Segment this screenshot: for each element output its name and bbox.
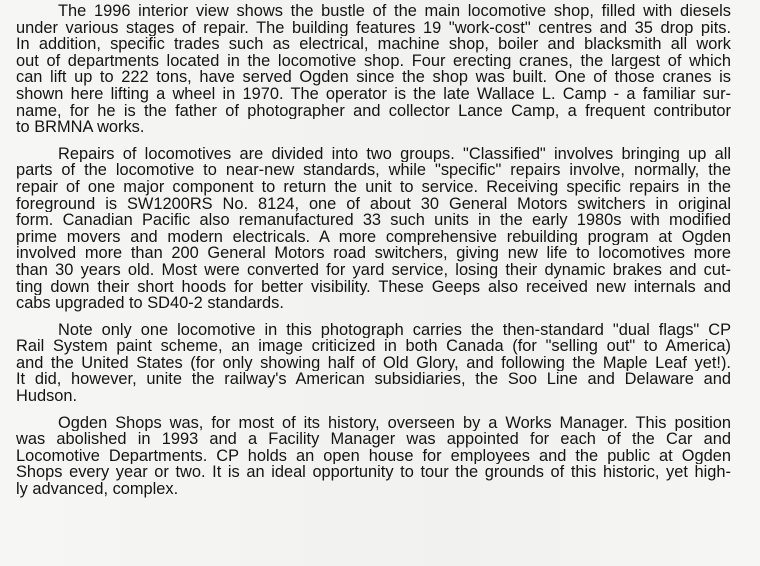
text-line: Locomotive Departments. CP holds an open house for employees and the public at Ogden bbox=[16, 447, 731, 465]
text-line: foreground is SW1200RS No. 8124, one of about 30 General Motors switchers in original bbox=[16, 195, 731, 213]
text-line: form. Canadian Pacific also remanufactured 33 such units in the early 1980s with modified bbox=[16, 212, 731, 229]
text-line: It did, however, unite the railway's American subsidiaries, the Soo Line and Delaware and bbox=[16, 371, 731, 389]
paragraph-3 bbox=[16, 322, 731, 405]
text-line: to BRMNA works. bbox=[16, 119, 145, 136]
text-line: ly advanced, complex. bbox=[16, 481, 179, 498]
text-line: ting down their short hoods for better visibility. These Geeps also received new internals and bbox=[16, 278, 731, 296]
text-line: involved more than 200 General Motors road switchers, giving new life to locomotives more bbox=[16, 245, 731, 262]
paragraph-2 bbox=[16, 146, 731, 312]
text-line: In addition, specific trades such as electrical, machine shop, boiler and blacksmith all work bbox=[16, 36, 731, 53]
text-line: prime movers and modern electricals. A more comprehensive rebuilding program at Ogden bbox=[16, 228, 731, 246]
text-line: than 30 years old. Most were converted for yard service, losing their dynamic brakes and cut- bbox=[16, 261, 731, 279]
text-line: Shops every year or two. It is an ideal opportunity to tour the grounds of this historic, yet high- bbox=[16, 464, 731, 482]
text-line: was abolished in 1993 and a Facility Manager was appointed for each of the Car and bbox=[16, 431, 731, 448]
text-line: cabs upgraded to SD40-2 standards. bbox=[16, 295, 284, 312]
text-line: Rail System paint scheme, an image criticized in both Canada (for "selling out" to America) bbox=[16, 338, 731, 355]
text-line: out of departments located in the locomotive shop. Four erecting cranes, the largest of which bbox=[16, 52, 731, 70]
text-line: can lift up to 222 tons, have served Ogden since the shop was built. One of those cranes is bbox=[16, 69, 731, 86]
text-line: Note only one locomotive in this photograph carries the then-standard "dual flags" CP bbox=[58, 321, 731, 339]
text-line: and the United States (for only showing half of Old Glory, and following the Maple Leaf yet!). bbox=[16, 354, 731, 372]
text-line: Repairs of locomotives are divided into two groups. "Classified" involves bringing up all bbox=[58, 145, 731, 163]
text-line: repair of one major component to return the unit to service. Receiving specific repairs in the bbox=[16, 178, 731, 196]
text-line: Ogden Shops was, for most of its history, overseen by a Works Manager. This position bbox=[58, 414, 731, 432]
paragraph-1 bbox=[16, 3, 731, 136]
text-line: Hudson. bbox=[16, 388, 78, 405]
text-line: The 1996 interior view shows the bustle of the main locomotive shop, filled with diesels bbox=[58, 3, 731, 20]
text-line: under various stages of repair. The building features 19 "work-cost" centres and 35 drop pits. bbox=[16, 19, 731, 37]
text-column bbox=[16, 3, 731, 508]
paragraph-4 bbox=[16, 415, 731, 498]
text-line: parts of the locomotive to near-new standards, while "specific" repairs involve, normally, the bbox=[16, 162, 731, 179]
text-line: name, for he is the father of photographer and collector Lance Camp, a frequent contributor bbox=[16, 102, 731, 120]
text-line: shown here lifting a wheel in 1970. The operator is the late Wallace L. Camp - a familiar sur- bbox=[16, 85, 731, 103]
